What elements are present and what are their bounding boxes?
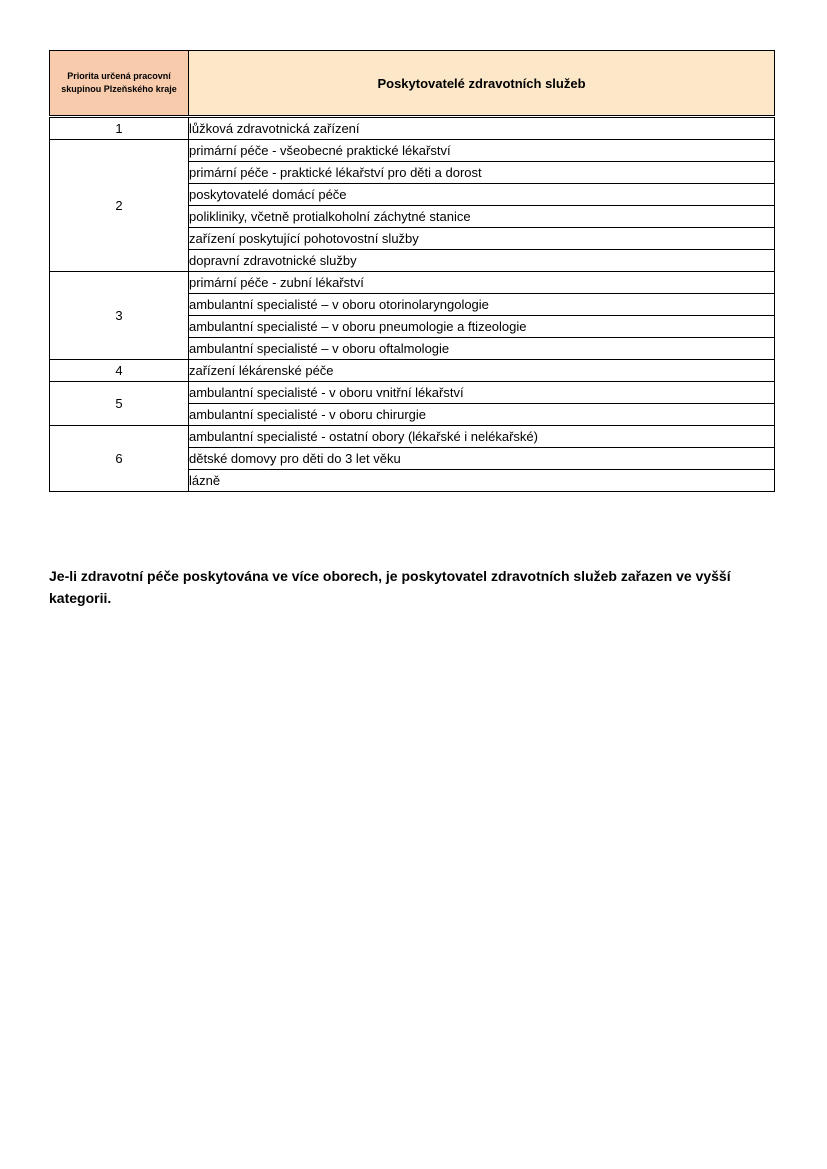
- provider-cell: poskytovatelé domácí péče: [189, 184, 775, 206]
- provider-cell: primární péče - zubní lékařství: [189, 272, 775, 294]
- provider-cell: polikliniky, včetně protialkoholní záchytné stanice: [189, 206, 775, 228]
- table-row: [50, 426, 775, 448]
- provider-cell: ambulantní specialisté – v oboru pneumologie a ftizeologie: [189, 316, 775, 338]
- priority-cell: 3: [50, 272, 189, 360]
- priority-cell: 2: [50, 140, 189, 272]
- priority-cell: 5: [50, 382, 189, 426]
- provider-cell: ambulantní specialisté – v oboru oftalmologie: [189, 338, 775, 360]
- table-row: [50, 382, 775, 404]
- priority-cell: 1: [50, 118, 189, 140]
- provider-cell: primární péče - všeobecné praktické lékařství: [189, 140, 775, 162]
- footnote: Je-li zdravotní péče poskytována ve více oborech, je poskytovatel zdravotních služeb zařazen ve vyšší kategorii.: [49, 568, 731, 606]
- priority-cell: 6: [50, 426, 189, 492]
- table-row: [50, 140, 775, 162]
- provider-cell: dětské domovy pro děti do 3 let věku: [189, 448, 775, 470]
- provider-cell: dopravní zdravotnické služby: [189, 250, 775, 272]
- priority-cell: 4: [50, 360, 189, 382]
- provider-cell: lázně: [189, 470, 775, 492]
- table-body: [50, 116, 775, 492]
- table-row: [50, 118, 775, 140]
- header-priority: Priorita určená pracovní skupinou Plzeňského kraje: [50, 51, 189, 116]
- table-header-row: [50, 51, 775, 116]
- priority-table: [49, 50, 775, 492]
- provider-cell: lůžková zdravotnická zařízení: [189, 118, 775, 140]
- table-row: [50, 272, 775, 294]
- table-row: [50, 360, 775, 382]
- provider-cell: zařízení poskytující pohotovostní služby: [189, 228, 775, 250]
- provider-cell: ambulantní specialisté - ostatní obory (lékařské i nelékařské): [189, 426, 775, 448]
- provider-cell: ambulantní specialisté - v oboru chirurgie: [189, 404, 775, 426]
- provider-cell: primární péče - praktické lékařství pro děti a dorost: [189, 162, 775, 184]
- provider-cell: zařízení lékárenské péče: [189, 360, 775, 382]
- provider-cell: ambulantní specialisté – v oboru otorinolaryngologie: [189, 294, 775, 316]
- header-providers: Poskytovatelé zdravotních služeb: [189, 51, 775, 116]
- provider-cell: ambulantní specialisté - v oboru vnitřní lékařství: [189, 382, 775, 404]
